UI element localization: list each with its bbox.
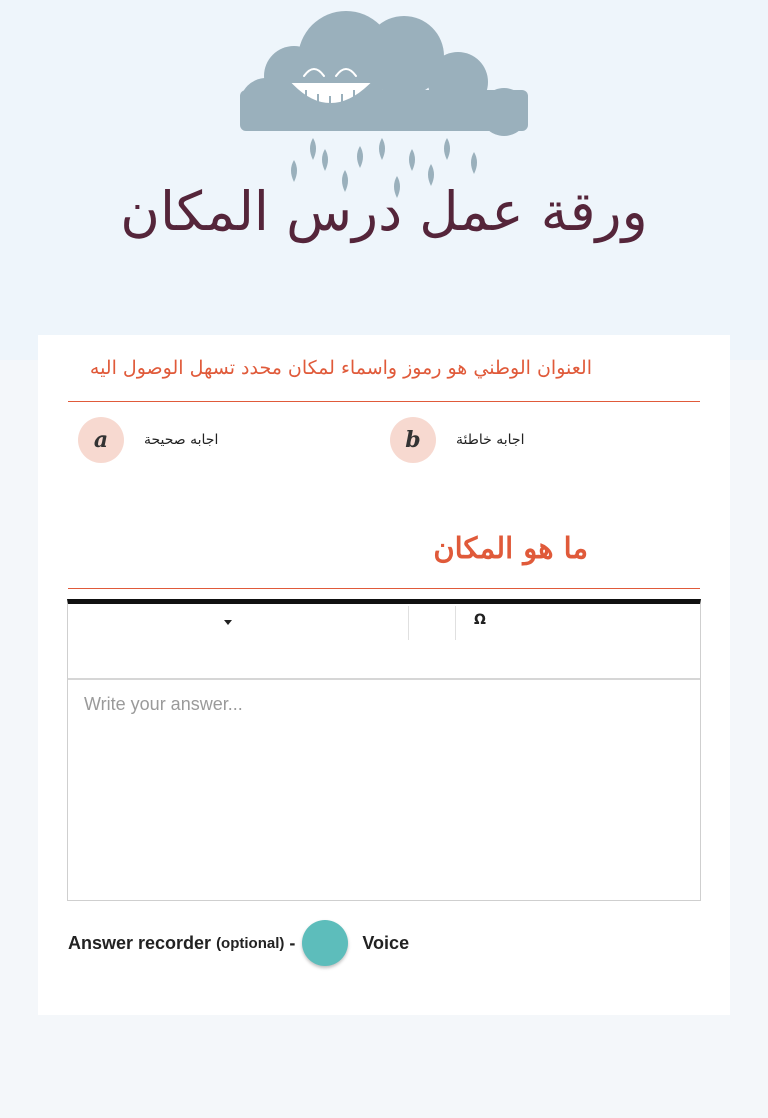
special-character-button[interactable]: Ω <box>474 612 486 628</box>
page-header <box>0 0 768 360</box>
option-a-letter[interactable]: a <box>78 417 124 463</box>
answer-textarea[interactable] <box>68 680 700 899</box>
option-b-letter[interactable]: b <box>390 417 436 463</box>
true-false-statement: العنوان الوطني هو رموز واسماء لمكان محدد تسهل الوصول اليه <box>68 357 700 402</box>
answer-recorder <box>68 920 409 966</box>
answer-editor <box>67 599 701 901</box>
record-voice-button[interactable] <box>302 920 348 966</box>
option-a[interactable] <box>78 417 218 463</box>
smiling-rain-cloud-icon <box>236 4 536 204</box>
recorder-label: Answer recorder <box>68 932 212 953</box>
option-a-label: اجابه صحيحة <box>144 432 219 448</box>
toolbar-separator <box>409 606 456 640</box>
chevron-down-icon <box>224 620 232 625</box>
recorder-optional-label: (optional) <box>216 934 285 952</box>
question-title: ما هو المكان <box>68 531 700 589</box>
option-b-label: اجابه خاطئة <box>456 432 525 448</box>
recorder-dash: - <box>289 932 296 953</box>
editor-toolbar <box>68 604 700 680</box>
option-b[interactable] <box>390 417 524 463</box>
worksheet-card <box>38 335 730 1015</box>
format-dropdown[interactable] <box>68 606 409 640</box>
page-title: ورقة عمل درس المكان <box>120 180 648 243</box>
voice-label: Voice <box>362 932 410 953</box>
